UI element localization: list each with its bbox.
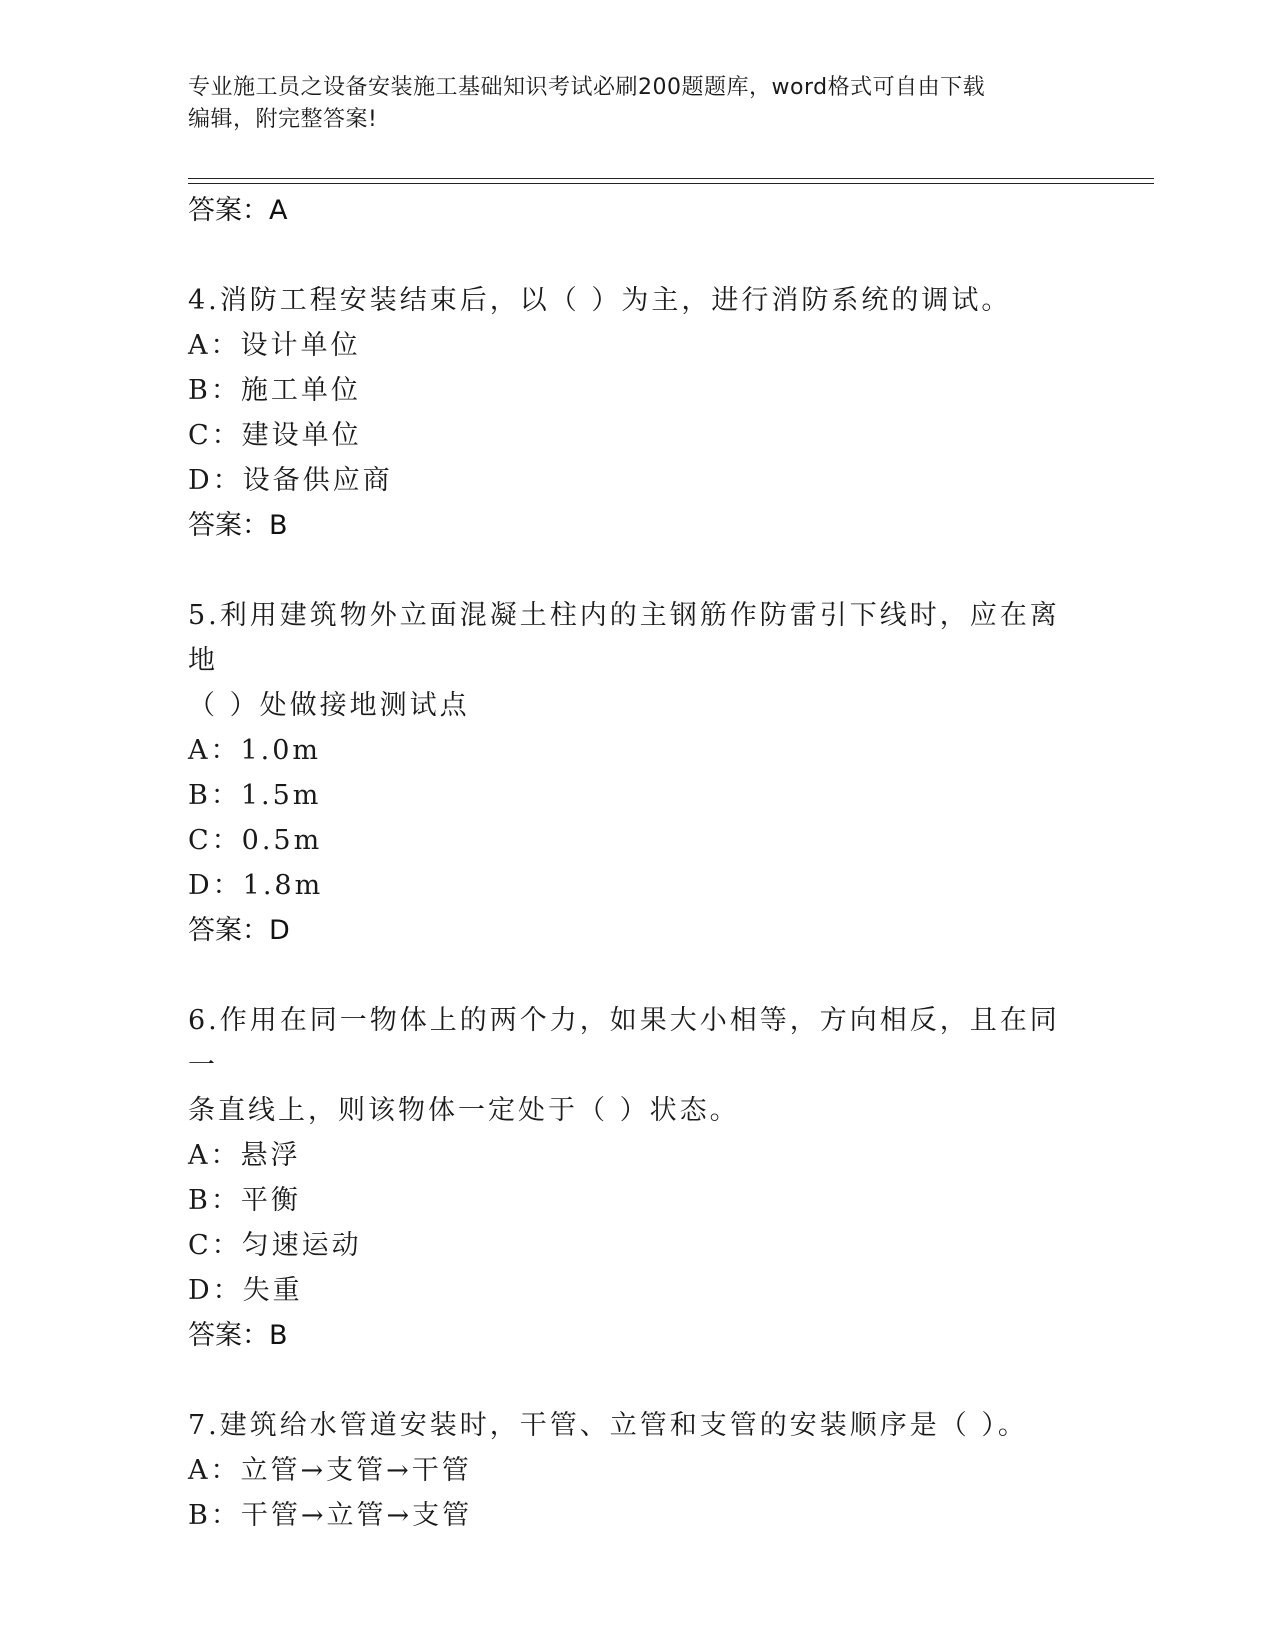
question-5-text-line-2: （ ）处做接地测试点 [188, 690, 470, 721]
question-4 [188, 278, 1088, 549]
answer-previous: 答案：A [188, 195, 288, 226]
question-6-option-a: A：悬浮 [188, 1140, 301, 1171]
question-4-option-a: A：设计单位 [188, 330, 361, 361]
question-4-text: 4.消防工程安装结束后，以（ ）为主，进行消防系统的调试。 [188, 285, 1012, 316]
question-5-option-d: D：1.8m [188, 870, 324, 901]
question-6-text-line-1: 6.作用在同一物体上的两个力，如果大小相等，方向相反，且在同一 [188, 1005, 1060, 1081]
header-title-line-2: 编辑，附完整答案! [188, 107, 378, 132]
header-divider-top [188, 178, 1154, 179]
document-header [188, 72, 1088, 136]
header-title-line-1: 专业施工员之设备安装施工基础知识考试必刷200题题库，word格式可自由下载 [188, 75, 986, 100]
question-6-option-d: D：失重 [188, 1275, 303, 1306]
question-6-option-c: C：匀速运动 [188, 1230, 362, 1261]
question-6 [188, 998, 1088, 1359]
question-7 [188, 1403, 1088, 1538]
spacer [188, 234, 1088, 278]
question-7-text: 7.建筑给水管道安装时，干管、立管和支管的安装顺序是（ ）。 [188, 1410, 1028, 1441]
question-5-option-c: C：0.5m [188, 825, 323, 856]
question-content [188, 188, 1088, 1538]
question-5-text-line-1: 5.利用建筑物外立面混凝土柱内的主钢筋作防雷引下线时，应在离地 [188, 600, 1060, 676]
question-5-option-b: B：1.5m [188, 780, 322, 811]
spacer [188, 1359, 1088, 1403]
question-4-option-b: B：施工单位 [188, 375, 361, 406]
question-6-text-line-2: 条直线上，则该物体一定处于（ ）状态。 [188, 1095, 740, 1126]
question-7-option-b: B：干管→立管→支管 [188, 1500, 473, 1531]
question-7-option-a: A：立管→支管→干管 [188, 1455, 472, 1486]
question-4-answer: 答案：B [188, 510, 288, 541]
spacer [188, 549, 1088, 593]
question-4-option-c: C：建设单位 [188, 420, 362, 451]
question-5 [188, 593, 1088, 954]
spacer [188, 954, 1088, 998]
question-5-answer: 答案：D [188, 915, 290, 946]
question-4-option-d: D：设备供应商 [188, 465, 393, 496]
header-divider-bottom [188, 183, 1154, 184]
question-5-option-a: A：1.0m [188, 735, 322, 766]
question-6-answer: 答案：B [188, 1320, 288, 1351]
question-6-option-b: B：平衡 [188, 1185, 301, 1216]
